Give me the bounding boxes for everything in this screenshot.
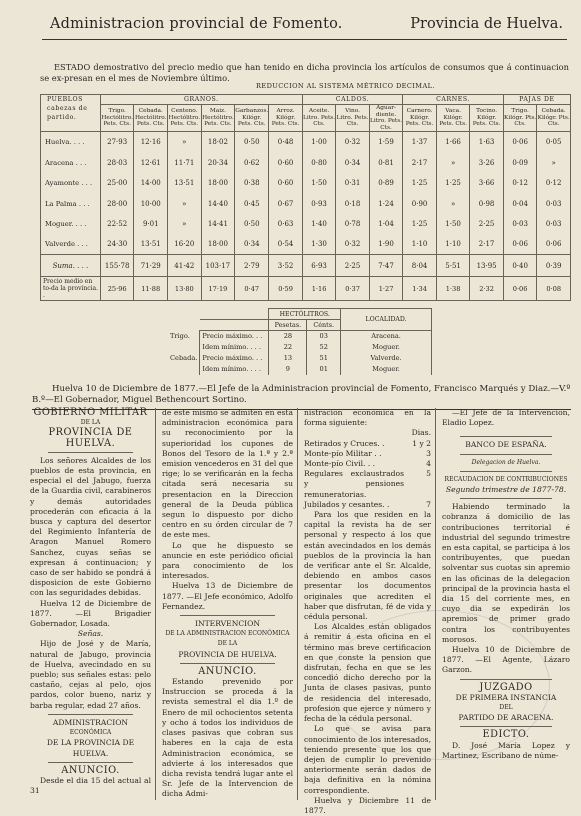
pesetas-header: Pesetas. [269,320,307,331]
table-cell: 0·06 [503,234,537,255]
table-cell: 0·98 [470,193,504,214]
table-cell: 1·38 [436,277,470,301]
table-cell: 12·16 [134,132,168,153]
hecto-loc: Aracena. [341,331,432,342]
table-cell: 28·03 [100,152,134,173]
provincia-title: DE LA PROVINCIA DE HUELVA. [46,738,135,758]
hecto-p: 9 [269,364,307,375]
dias-label: Dias. [411,428,431,438]
table-cell: 1·50 [436,214,470,235]
row-label: Huelva. . . . [41,132,101,153]
table-cell: 1·25 [436,173,470,194]
table-cell: 0·81 [369,152,403,173]
table-cell: 11·88 [134,277,168,301]
reduccion-label: REDUCCION AL SISTEMA MÉTRICO DECIMAL. [256,82,435,90]
divider [460,454,552,455]
table-cell: 16·20 [168,234,202,255]
column-header: Arroz. Kilógr. Pets. Cts. [269,105,303,132]
hecto-p: 22 [269,342,307,353]
table-cell: » [436,152,470,173]
hecto-c: 03 [307,331,341,342]
table-cell: 25·00 [100,173,134,194]
edicto-title: EDICTO. [482,729,530,741]
dias-list [304,439,431,510]
hecto-label: Precio máximo. . . [200,353,269,364]
table-cell: 3·52 [269,255,303,277]
list-item-name: Monte-pío Militar . . [304,448,382,458]
table-cell: 0·03 [503,214,537,235]
estado-heading: ESTADO demostrativo del precio medio que han tenido en dicha provincia los artículos de consumos que á continuacion se ex-presan en el mes de Noviembre último. [40,62,569,83]
page-header [42,14,567,40]
table-cell: 1·50 [302,173,336,194]
table-cell: 0·18 [336,193,369,214]
hecto-loc: Valverde. [341,353,432,364]
table-cell: 18·00 [201,173,235,194]
hecto-row [168,342,432,353]
partido-title: PARTIDO DE ARACENA. [458,713,554,723]
table-cell: 0·60 [269,152,303,173]
table-cell: 0·50 [235,214,269,235]
column-header: Trigo. Kilógr. Pts. Cts. [503,105,537,132]
group-granos: GRANOS. [100,95,302,105]
row-label: Suma. . . . [41,255,101,277]
table-cell: 20·34 [201,152,235,173]
bonos-paragraph: de este mismo se admiten en esta administracion económica para su reconocimiento por la superioridad los cupones de Bonos del Tesoro de la 1.ª y 2.ª emision vencederos en 31 del que rige; lo se verificarán en la fecha citada será necesaria su presentacion en la Direccion general de la Deuda pública segun lo dispuesto por dicho centro en su órden circular de 7 de este mes. [162,408,293,540]
cobranza-date: Huelva 10 de Diciembre de 1877. —El Agente, Lázaro Garzon. [442,645,570,675]
table-cell: 1·10 [436,234,470,255]
table-cell: 0·37 [336,277,369,301]
intervencion-signature: —El Jefe de la Intervencion, Eladio Lopez. [442,408,570,428]
table-cell: 1·37 [403,132,437,153]
divider [460,436,552,437]
table-cell: 1·04 [369,214,403,235]
table-cell: 1·10 [403,234,437,255]
gobierno-title-provincia: PROVINCIA DE HUELVA. [48,427,133,449]
administracion-title: ADMINISTRACION [52,717,129,727]
table-cell: 10·00 [134,193,168,214]
table-cell: » [168,132,202,153]
prices-table [40,94,571,301]
column-2 [162,408,298,800]
table-cell: 1·30 [302,234,336,255]
table-cell: 13·80 [168,277,202,301]
header-left: Administracion provincial de Fomento. [50,16,343,32]
table-cell: 0·08 [537,277,571,301]
table-cell: 0·59 [269,277,303,301]
gobierno-date: Huelva 12 de Diciembre de 1877. —El Brigadier Gobernador, Losada. [30,598,151,629]
column-header: Trigo. Hectólitro. Pets. Cts. [100,105,134,132]
table-cell: » [168,214,202,235]
intervencion-sub: DE LA ADMINISTRACION ECONÓMICA [165,630,290,638]
list-item-days: 7 [426,499,431,509]
table-cell: 14·40 [201,193,235,214]
table-cell: 0·78 [336,214,369,235]
intervencion-provincia: PROVINCIA DE HUELVA. [178,649,277,659]
divider [460,726,552,727]
header-right: Provincia de Huelva. [410,16,563,32]
revista-date: Huelva y Diciembre 11 de 1877. [304,795,431,815]
table-cell: 1·00 [302,132,336,153]
hectolitros-table [168,308,432,375]
table-cell: 0·04 [503,193,537,214]
table-cell: 0·12 [537,173,571,194]
forma-paragraph: nistracion económica en la forma siguiente: [304,408,431,428]
column-header: Aguar-diente. Litro. Pets. Cts. [369,105,403,131]
table-cell: 1·27 [369,277,403,301]
table-cell: 18·00 [201,234,235,255]
table-cell: » [168,193,202,214]
bonos-date: Huelva 13 de Diciembre de 1877. —El Jefe económico, Adolfo Fernandez. [162,581,293,611]
table-cell: 1·34 [403,277,437,301]
table-cell: 17·19 [201,277,235,301]
table-row [41,152,571,173]
table-cell: 2·17 [403,152,437,173]
table-cell: 2·79 [235,255,269,277]
table-cell: 0·09 [503,152,537,173]
table-cell: 1·25 [403,173,437,194]
table-cell: 0·90 [403,193,437,214]
divider [460,498,552,499]
senas-heading: Señas. [77,629,104,639]
revista-paragraph: Estando prevenido por Instruccion se proceda á la revista semestral el dia 1.º de Enero de mil ochocientos setenta y ocho á todos los individuos de clases pasivas que cobran sus haberes en la caja de esta Administracion económica, se advierte á los interesados que dicha revista tendrá lugar ante el Sr. Jefe de la Intervencion de dicha Admi- [162,677,293,799]
column-header: Carnero. Kilógr. Pets. Cts. [403,105,437,132]
table-cell: 0·12 [503,173,537,194]
economica-title: ECONÓMICA [69,729,112,737]
list-item-name: Jubilados y cesantes. . [304,499,390,509]
trimestre-title: Segundo trimestre de 1877-78. [445,485,567,495]
table-cell: 27·93 [100,132,134,153]
cobranza-paragraph: Habiendo terminado la cobranza á domicilio de las contribuciones territorial é industrial del segundo trimestre en esta capital, se participa á los contribuyentes, que puedan solventar sus cuotas sin apremio en las oficinas de la delegacion principal de la provincia hasta el dia 15 del corriente mes, en cuyo dia se expedirán los apremios de primer grado contra los contribuyentes morosos. [442,502,570,644]
hecto-group: Cebada. [170,354,198,362]
table-cell: 2·32 [470,277,504,301]
table-cell: 0·54 [269,234,303,255]
table-cell: 0·39 [537,255,571,277]
hecto-group [168,364,200,375]
table-cell: 1·24 [369,193,403,214]
table-cell: » [537,152,571,173]
group-caldos: CALDOS. [302,95,402,105]
table-cell: 0·38 [235,173,269,194]
table-cell: 22·52 [100,214,134,235]
table-cell: 1·90 [369,234,403,255]
gobierno-title-de: DE LA [80,419,101,427]
primera-instancia-title: DE PRIMERA INSTANCIA [455,692,557,702]
intervencion-de: DE LA [217,640,238,648]
table-cell: 0·34 [336,152,369,173]
table-cell: 0·40 [503,255,537,277]
row-label: Precio medio en to-da la provincia. . [41,277,101,301]
table-cell: 0·31 [336,173,369,194]
group-pajas: PAJAS DE [503,95,570,105]
table-cell: 8·04 [403,255,437,277]
hecto-row [168,331,432,342]
pueblos-header: PUEBLOS cabezas de partido. [41,95,101,132]
table-cell: 2·25 [470,214,504,235]
hecto-label: Precio máximo. . . [200,331,269,342]
hecto-c: 52 [307,342,341,353]
table-cell: 71·29 [134,255,168,277]
table-row [41,173,571,194]
list-item-days: 5 [426,469,431,479]
gobierno-title: GOBIERNO MILITAR [33,407,148,418]
divider [48,452,133,453]
cents-header: Cénts. [307,320,341,331]
column-header: Vaca. Kilógr. Pets. Cts. [436,105,470,132]
table-cell: 0·80 [302,152,336,173]
table-cell: 0·32 [336,132,369,153]
row-label: Moguer. . . . [41,214,101,235]
table-cell: 0·06 [537,234,571,255]
delegacion-title: Delegacion de Huelva. [471,458,541,466]
list-item-days: 3 [426,448,431,458]
juzgado-title: JUZGADO [479,681,533,693]
anuncio-paragraph: Desde el dia 15 del actual al 31 [30,775,151,796]
divider [460,471,552,472]
table-cell: 1·59 [369,132,403,153]
bonos-paragraph-2: Lo que he dispuesto se anuncie en este periódico oficial para conocimiento de los interesados. [162,540,293,581]
column-1 [30,408,156,800]
table-cell: 1·66 [436,132,470,153]
hecto-group [168,342,200,353]
anuncio-title: ANUNCIO. [61,764,120,776]
table-cell: 0·67 [269,193,303,214]
hecto-group: Trigo. [170,332,190,340]
column-3 [304,408,436,815]
hecto-p: 28 [269,331,307,342]
list-item [304,469,431,500]
table-cell: 0·06 [503,277,537,301]
banco-title: BANCO DE ESPAÑA. [465,440,547,450]
table-cell: 0·34 [235,234,269,255]
list-item-days: 4 [426,459,431,469]
recaudacion-title: RECAUDACION DE CONTRIBUCIONES [444,475,568,483]
table-cell: 3·66 [470,173,504,194]
column-4 [442,408,570,800]
table-cell: 0·32 [336,234,369,255]
table-cell: 24·30 [100,234,134,255]
list-item-name: Regulares exclaustrados y pensiones remuneratorias. [304,469,404,499]
row-label: La Palma . . . [41,193,101,214]
table-row [41,277,571,301]
table-signature: Huelva 10 de Diciembre de 1877.—El Jefe de la Administracion provincial de Fomento, Francisco Marqués y Diaz.—V.º B.º—El Gobernador, Miguel Bethencourt Sortino. [32,384,571,410]
table-cell: 2·25 [336,255,369,277]
column-header: Vino. Litro. Pets. Cts. [336,105,369,132]
anuncio-title-2: ANUNCIO. [198,665,257,677]
table-cell: 5·51 [436,255,470,277]
table-cell: 1·25 [403,214,437,235]
desertor-paragraph: Los señores Alcaldes de los pueblos de esta provincia, en especial el del Jabugo, fuerza de la Guardia civil, carabineros y demás autoridades procederán con eficacia á la busca y captura del desertor del Regimiento Infantería de Aragon Manuel Romero Sanchez, cuyas señas se expresan á continuacion; y caso de ser habido se pondrá á disposicion de este Gobierno con las seguridades debidas. [30,455,151,598]
list-item-days: 1 y 2 [412,438,431,448]
edicto-paragraph: D. José María Lopez y Martinez, Escribano de núme- [442,740,570,760]
table-cell: 13·95 [470,255,504,277]
list-item-name: Monte-pío Civil. . . [304,459,376,469]
table-cell: 6·93 [302,255,336,277]
divider [48,714,133,715]
table-row [41,132,571,153]
table-cell: 0·60 [269,173,303,194]
table-cell: 25·96 [100,277,134,301]
hecto-loc: Moguer. [341,342,432,353]
table-cell: 103·17 [201,255,235,277]
table-cell: 155·78 [100,255,134,277]
table-cell: 0·03 [537,193,571,214]
aviso-paragraph: Lo que se avisa para conocimiento de los interesados, teniendo presente que los que dejen de cumplir lo prevenido anteriormente serán dados de baja definitiva en la nómina correspondiente. [304,724,431,795]
table-cell: 11·71 [168,152,202,173]
list-item-name: Retirados y Cruces. . [304,438,385,448]
table-cell: 9·01 [134,214,168,235]
table-cell: 13·51 [134,234,168,255]
hecto-c: 01 [307,364,341,375]
row-label: Valverde . . . [41,234,101,255]
divider [460,679,552,680]
alcaldes-paragraph: Los Alcaldes están obligados á remitir á esta oficina en el término mas breve certificacion en que conste la pension que disfrutan, fecha en que se les concedió dicho derecho por la Junta de clases pasivas, punto de residencia del interesado, profesion que ejerce y número y fecha de la cédula personal. [304,622,431,724]
divider [48,762,133,763]
table-cell: 14·41 [201,214,235,235]
table-cell: 0·93 [302,193,336,214]
localidad-header: LOCALIDAD. [341,309,432,331]
intervencion-title: INTERVENCION [194,619,261,629]
columns-area [30,407,571,815]
table-cell: 0·62 [235,152,269,173]
table-cell: 1·40 [302,214,336,235]
table-cell: 0·06 [503,132,537,153]
table-row [41,193,571,214]
column-header: Aceite. Litro. Pets. Cts. [302,105,336,132]
column-header: Tocino. Kilógr. Pets. Cts. [470,105,504,132]
table-cell: 0·05 [537,132,571,153]
list-item [304,439,431,449]
column-header: Cebada. Hectólitro. Pets. Cts. [134,105,168,132]
divider [180,615,275,616]
table-row [41,255,571,277]
senas-paragraph: Hijo de José y de María, natural de Jabugo, provincia de Huelva, avecindado en su pueblo; sus señales estas: pelo castaño, cejas al pelo, ojos pardos, color bueno, nariz y barba regular, edad 27 años. [30,639,151,710]
table-cell: 13·51 [168,173,202,194]
table-cell: 1·63 [470,132,504,153]
column-header: Maiz. Hectólitro. Pets. Cts. [201,105,235,132]
divider [180,663,275,664]
list-item [304,459,431,469]
table-cell: 0·03 [537,214,571,235]
table-cell: 0·45 [235,193,269,214]
table-cell: 7·47 [369,255,403,277]
table-cell: 14·00 [134,173,168,194]
table-cell: » [436,193,470,214]
hecto-row [168,353,432,364]
table-cell: 0·47 [235,277,269,301]
row-label: Ayamonte . . . [41,173,101,194]
list-item [304,500,431,510]
table-cell: 41·42 [168,255,202,277]
table-cell: 0·48 [269,132,303,153]
table-cell: 3·26 [470,152,504,173]
table-cell: 1·16 [302,277,336,301]
group-carnes: CARNES. [403,95,504,105]
table-row [41,214,571,235]
table-cell: 0·50 [235,132,269,153]
table-cell: 12·61 [134,152,168,173]
hecto-loc: Moguer. [341,364,432,375]
table-cell: 0·63 [269,214,303,235]
column-header: Garbanzos. Kilógr. Pets. Cts. [235,105,269,132]
hecto-row [168,364,432,375]
del-title: DEL [499,704,513,712]
table-cell: 0·89 [369,173,403,194]
hecto-p: 13 [269,353,307,364]
table-row [41,234,571,255]
row-label: Aracena . . . [41,152,101,173]
column-header: Cebada. Kilógr. Pts. Cts. [537,105,571,132]
hecto-c: 51 [307,353,341,364]
list-item [304,449,431,459]
table-cell: 28·00 [100,193,134,214]
table-cell: 2·17 [470,234,504,255]
column-header: Centeno. Hectólitro. Pets. Cts. [168,105,202,132]
table-cell: 18·02 [201,132,235,153]
hecto-label: Idem mínimo. . . . [200,342,269,353]
hecto-label: Idem mínimo. . . . [200,364,269,375]
hectolitros-header: HECTÓLITROS. [269,309,341,320]
revista-personal-paragraph: Para los que residen en la capital la revista ha de ser personal y respecto á los que están avecindados en los demás pueblos de la provincia la han de verificar ante el Sr. Alcalde, debiendo en ambos casos presentar los documentos originales que acrediten el haber que disfrutan, fé de vida y cédula personal. [304,510,431,622]
